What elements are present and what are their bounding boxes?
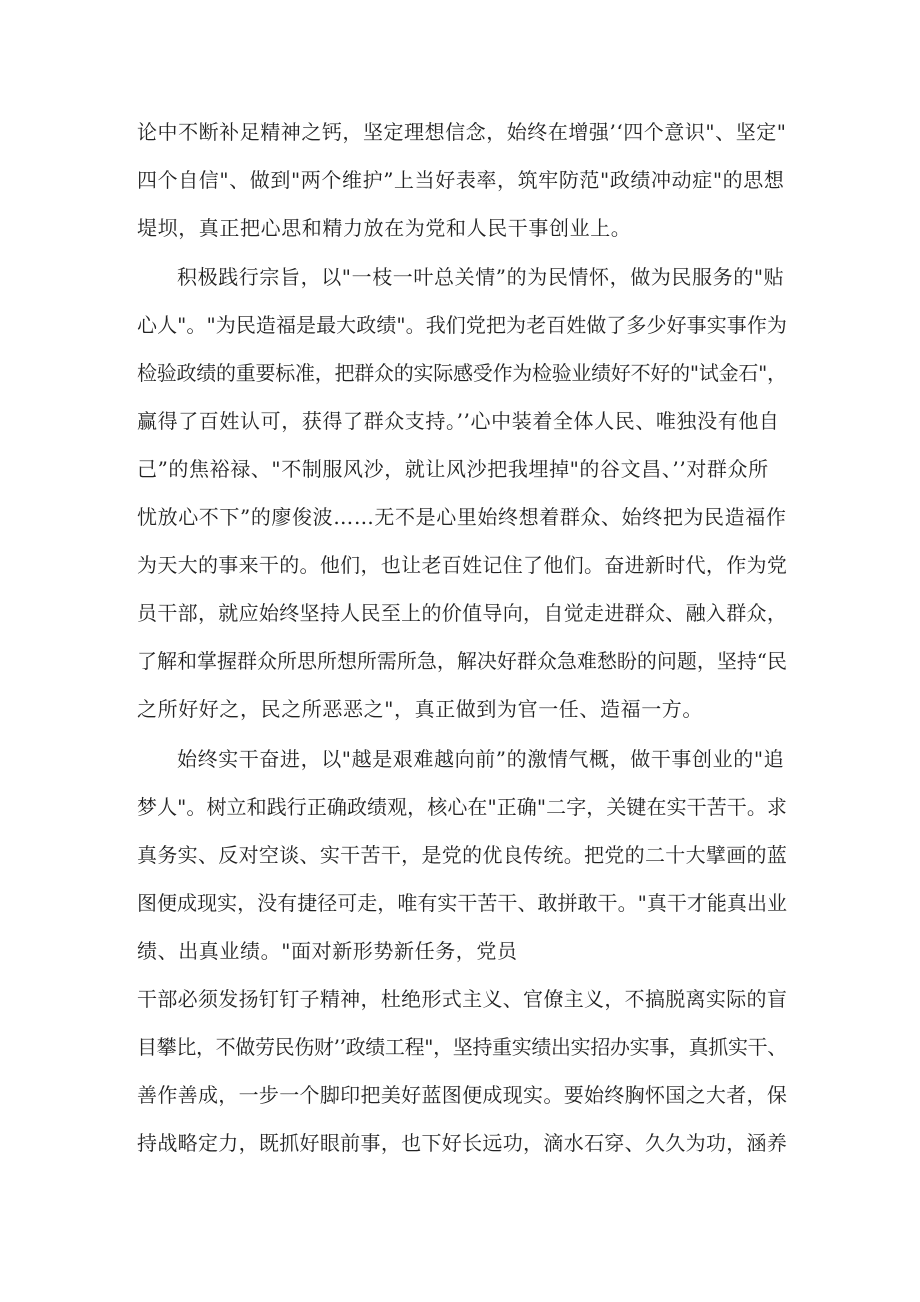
text-line: 持战略定力，既抓好眼前事，也下好长远功，滴水石穿、久久为功，涵养 xyxy=(137,1131,788,1155)
paragraph-first-line: 积极践行宗旨，以"一枝一叶总关情”的为民情怀，做为民服务的"贴 xyxy=(177,265,785,289)
text-line: 善作善成，一步一个脚印把美好蓝图便成现实。要始终胸怀国之大者，保 xyxy=(137,1083,788,1107)
text-line: 目攀比，不做劳民伤财’’政绩工程"，坚持重实绩出实招办实事，真抓实干、 xyxy=(137,1035,787,1059)
text-line: 论中不断补足精神之钙，坚定理想信念，始终在增强’‘四个意识"、坚定" xyxy=(137,120,787,144)
text-line: 为天大的事来干的。他们，也让老百姓记住了他们。奋进新时代，作为党 xyxy=(137,553,788,577)
text-line: 了解和掌握群众所思所想所需所急，解决好群众急难愁盼的问题，坚持“民 xyxy=(137,649,788,673)
paragraph-first-line: 始终实干奋进，以"越是艰难越向前”的激情气概，做干事创业的"追 xyxy=(177,747,785,771)
text-line: 真务实、反对空谈、实干苦干，是党的优良传统。把党的二十大擘画的蓝 xyxy=(137,843,788,867)
text-line: 忧放心不下”的廖俊波……无不是心里始终想着群众、始终把为民造福作 xyxy=(137,505,787,529)
text-line: 堤坝，真正把心思和精力放在为党和人民干事创业上。 xyxy=(137,216,632,240)
text-line: 检验政绩的重要标准，把群众的实际感受作为检验业绩好不好的"试金石"， xyxy=(137,361,787,385)
text-line: 干部必须发扬钉钉子精神，杜绝形式主义、官僚主义，不搞脱离实际的盲 xyxy=(137,987,788,1011)
text-line: 四个自信"、做到"两个维护”上当好表率，筑牢防范"政绩冲动症"的思想 xyxy=(137,168,785,192)
text-line: 心人"。"为民造福是最大政绩"。我们党把为老百姓做了多少好事实事作为 xyxy=(137,313,787,337)
text-line: 员干部，就应始终坚持人民至上的价值导向，自觉走进群众、融入群众， xyxy=(137,601,788,625)
text-line: 图便成现实，没有捷径可走，唯有实干苦干、敢拼敢干。"真干才能真出业 xyxy=(137,891,787,915)
text-line: 绩、出真业绩。"面对新形势新任务，党员 xyxy=(137,939,518,963)
text-line: 之所好好之，民之所恶恶之"，真正做到为官一任、造福一方。 xyxy=(137,697,703,721)
text-line: 梦人"。树立和践行正确政绩观，核心在"正确"二字，关键在实干苦干。求 xyxy=(137,795,787,819)
text-line: 己”的焦裕禄、"不制服风沙，就让风沙把我埋掉"的谷文昌、’’对群众所 xyxy=(137,457,769,481)
text-line: 赢得了百姓认可，获得了群众支持。’’心中装着全体人民、唯独没有他自 xyxy=(137,409,780,433)
